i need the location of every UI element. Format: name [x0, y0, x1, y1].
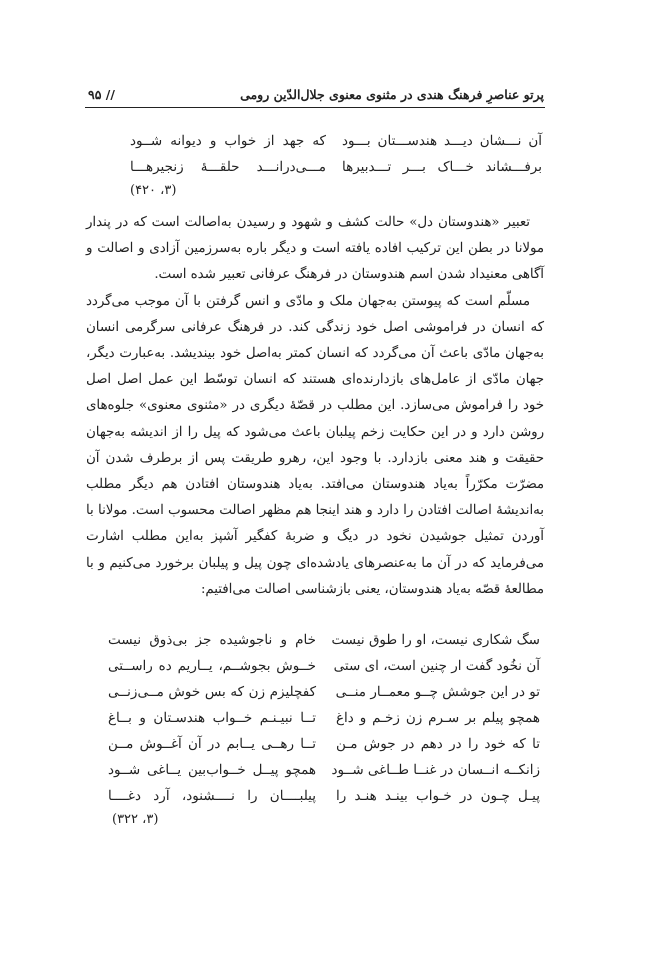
- hemistich-right: سگ شکاری نیست، او را طوق نیست: [331, 632, 540, 648]
- poem-top: [130, 128, 542, 202]
- couplet: [130, 154, 542, 180]
- body-text: [86, 210, 544, 603]
- hemistich-right: پیـل چـون در خـواب بینـد هنـد را: [336, 788, 540, 804]
- verse-reference: (۳، ۴۲۰): [130, 183, 177, 198]
- verse-reference: (۳، ۳۲۲): [112, 812, 159, 827]
- couplet: [108, 705, 540, 731]
- hemistich-right: تا که خود را در دهم در جوش مـن: [336, 736, 540, 752]
- couplet: [130, 128, 542, 154]
- hemistich-right: برفـــشاند خـــاک بـــر تـــدبیرها: [342, 159, 542, 175]
- hemistich-right: آن نخُود گفت ار چنین است، ای ستی: [333, 658, 540, 674]
- hemistich-right: همچو پیلم بر سـرم زن زخـم و داغ: [336, 710, 540, 726]
- header-rule: [85, 107, 545, 108]
- hemistich-right: آن نـــشان دیـــد هندســـتان بـــود: [342, 133, 542, 149]
- page-number: ۹۵: [88, 86, 102, 102]
- hemistich-left: مـــی‌درانـــد حلقـــهٔ زنجیرهـــا: [130, 159, 326, 175]
- hemistich-left: خــوش بجوشــم، یــاریم ده راســتی: [108, 658, 316, 674]
- hemistich-left: پیلبــــان را نــــشنود، آرد دغــــا: [108, 788, 316, 804]
- couplet: [108, 627, 540, 653]
- hemistich-left: تــا نبیـنـم خــواب هندسـتان و بــاغ: [108, 710, 316, 726]
- couplet: [108, 731, 540, 757]
- couplet: [108, 679, 540, 705]
- couplet: [108, 757, 540, 783]
- poem-bottom: [108, 627, 540, 831]
- hemistich-left: که جهد از خواب و دیوانه شــود: [130, 133, 326, 149]
- hemistich-right: تو در این جوشش چــو معمــار منــی: [335, 684, 540, 700]
- paragraph: مسلّم است که پیوستن به‌جهان ملک و مادّی و انس گرفتن با آن موجب می‌گردد که انسان در فراموشی اصل خود زندگی کند. در فرهنگ عرفانی سرگرمی انسان به‌جهان مادّی باعث آن می‌گردد که انسان کمتر به‌اصل خود بیندیشد. به‌عبارت دیگر، جهان مادّی از عامل‌های بازدارنده‌ای هستند که انسان توسّط این عمل اصل اصل خود را فراموش می‌سازد. این مطلب در قصّهٔ دیگری در «مثنوی معنوی» جلوه‌های روشن دارد و در این حکایت زخم پیلبان باعث می‌شود که پیل را از اندیشه به‌جهان حقیقت و هند معنی بازدارد. با وجود این، رهرو طریقت پس از برطرف شدن آن مضرّت مکرّراً به‌یاد هندوستان می‌افتد. به‌یاد هندوستان افتادن هم دیگر مطلب به‌اندیشهٔ اصالت افتادن را دارد و هند اینجا هم مظهر اصالت محسوب است. مولانا با آوردن تمثیل جوشیدن نخود در دیگ و ضربهٔ کفگیر آشپز به‌این مطلب اشارت می‌فرماید که در آن ما به‌عنصرهای یادشده‌ای چون پیل و پیلبان برخورد می‌کنیم و با مطالعهٔ قصّه به‌یاد هندوستان، یعنی بازشناسی اصالت می‌افتیم:: [86, 293, 544, 597]
- hemistich-left: کفچلیزم زن که بس خوش مــی‌زنــی: [108, 684, 316, 700]
- header-separator: //: [105, 86, 115, 102]
- header-title: پرتو عناصرِ فرهنگ هندی در مثنوی معنوی جلال‌الدّین رومی: [240, 86, 544, 102]
- hemistich-left: تــا رهــی یــابم در آن آغــوش مــن: [108, 736, 316, 752]
- couplet: [108, 783, 540, 809]
- couplet: [108, 653, 540, 679]
- header-page-number-group: [88, 87, 115, 102]
- running-header: [88, 82, 544, 106]
- paragraph: تعبیر «هندوستان دل» حالت کشف و شهود و رسیدن به‌اصالت است که در پندار مولانا در بطن این ترکیب افاده یافته است و دیگر باره به‌سرزمین آزادی و اصالت و آگاهی معنیداد شدن اسم هندوستان در فرهنگ عرفانی تعبیر شده است.: [86, 215, 544, 283]
- hemistich-right: زانکــه انــسان در غنــا طــاغی شــود: [331, 762, 540, 778]
- hemistich-left: همچو پیــل خــواب‌بین یــاغی شــود: [108, 762, 316, 778]
- hemistich-left: خام و ناجوشیده جز بی‌ذوق نیست: [108, 632, 316, 648]
